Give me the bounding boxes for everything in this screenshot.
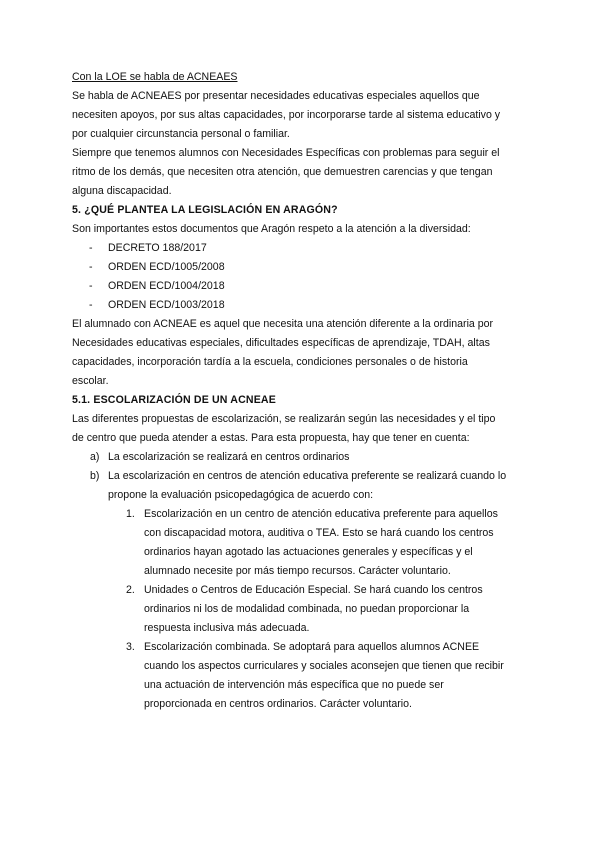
- list-marker: -: [89, 280, 93, 292]
- text-line: escolar.: [72, 375, 109, 387]
- section-5-1-intro: [72, 410, 532, 448]
- text-line: La escolarización en centros de atención educativa preferente se realizará cuando lo: [108, 470, 507, 482]
- list-item: [72, 258, 532, 277]
- text-line: capacidades, incorporación tardía a la escuela, condiciones personales o de historia: [72, 356, 468, 368]
- list-item: [72, 638, 532, 714]
- text-line: propone la evaluación psicopedagógica de acuerdo con:: [108, 489, 374, 501]
- list-item: [72, 277, 532, 296]
- documents-list: [72, 239, 532, 315]
- section-5-1-title: 5.1. ESCOLARIZACIÓN DE UN ACNEAE: [72, 394, 276, 406]
- text-line: una actuación de intervención más específica que no puede ser: [144, 679, 444, 691]
- list-marker: 2.: [126, 584, 135, 596]
- text-line: alguna discapacidad.: [72, 185, 172, 197]
- text-line: La escolarización se realizará en centros ordinarios: [108, 451, 350, 463]
- list-item: [72, 581, 532, 638]
- list-marker: 3.: [126, 641, 135, 653]
- text-line: ordinarios hayan agotado las actuaciones generales y específicas y el: [144, 546, 473, 558]
- alpha-list: [72, 448, 532, 505]
- text-line: El alumnado con ACNEAE es aquel que necesita una atención diferente a la ordinaria por: [72, 318, 494, 330]
- list-item-text: ORDEN ECD/1003/2018: [108, 299, 225, 311]
- paragraph-specific-needs: [72, 144, 532, 201]
- list-item: [72, 296, 532, 315]
- text-line: Escolarización combinada. Se adoptará para aquellos alumnos ACNEE: [144, 641, 480, 653]
- list-item-text: ORDEN ECD/1004/2018: [108, 280, 225, 292]
- text-line: cuando los aspectos curriculares y sociales aconsejen que tienen que recibir: [144, 660, 504, 672]
- text-line: con discapacidad motora, auditiva o TEA. Esto se hará cuando los centros: [144, 527, 494, 539]
- text-line: Se habla de ACNEAES por presentar necesidades educativas especiales aquellos que: [72, 90, 480, 102]
- list-marker: -: [89, 261, 93, 273]
- text-line: Siempre que tenemos alumnos con Necesidades Específicas con problemas para seguir el: [72, 147, 500, 159]
- list-item: [72, 239, 532, 258]
- document-page: [72, 68, 532, 714]
- text-line: Necesidades educativas especiales, dificultades específicas de aprendizaje, TDAH, altas: [72, 337, 490, 349]
- list-item: [72, 505, 532, 581]
- text-line: respuesta inclusiva más adecuada.: [144, 622, 310, 634]
- list-marker: a): [90, 451, 100, 463]
- list-item: [72, 448, 532, 467]
- text-line: Escolarización en un centro de atención educativa preferente para aquellos: [144, 508, 498, 520]
- text-line: Unidades o Centros de Educación Especial. Se hará cuando los centros: [144, 584, 483, 596]
- text-line: alumnado necesite por más tiempo recursos. Carácter voluntario.: [144, 565, 451, 577]
- list-item-text: DECRETO 188/2017: [108, 242, 207, 254]
- list-item-text: ORDEN ECD/1005/2008: [108, 261, 225, 273]
- section-5-intro: Son importantes estos documentos que Aragón respeto a la atención a la diversidad:: [72, 223, 471, 235]
- text-line: ordinarios ni los de modalidad combinada, no puedan proporcionar la: [144, 603, 470, 615]
- paragraph-acneaes-definition: [72, 87, 532, 144]
- text-line: ritmo de los demás, que necesiten otra atención, que demuestren carencias y que tengan: [72, 166, 493, 178]
- list-marker: 1.: [126, 508, 135, 520]
- list-marker: -: [89, 299, 93, 311]
- text-line: por cualquier circunstancia personal o familiar.: [72, 128, 290, 140]
- text-line: de centro que pueda atender a estas. Para esta propuesta, hay que tener en cuenta:: [72, 432, 470, 444]
- list-marker: -: [89, 242, 93, 254]
- paragraph-acneae-students: [72, 315, 532, 391]
- text-line: necesiten apoyos, por sus altas capacidades, por incorporarse tarde al sistema educativo y: [72, 109, 501, 121]
- text-line: Las diferentes propuestas de escolarización, se realizarán según las necesidades y el tipo: [72, 413, 496, 425]
- text-line: proporcionada en centros ordinarios. Carácter voluntario.: [144, 698, 412, 710]
- list-item: [72, 467, 532, 505]
- intro-heading: Con la LOE se habla de ACNEAES: [72, 71, 238, 83]
- section-5-title: 5. ¿QUÉ PLANTEA LA LEGISLACIÓN EN ARAGÓN?: [72, 204, 338, 216]
- list-marker: b): [90, 470, 100, 482]
- numbered-list: [72, 505, 532, 714]
